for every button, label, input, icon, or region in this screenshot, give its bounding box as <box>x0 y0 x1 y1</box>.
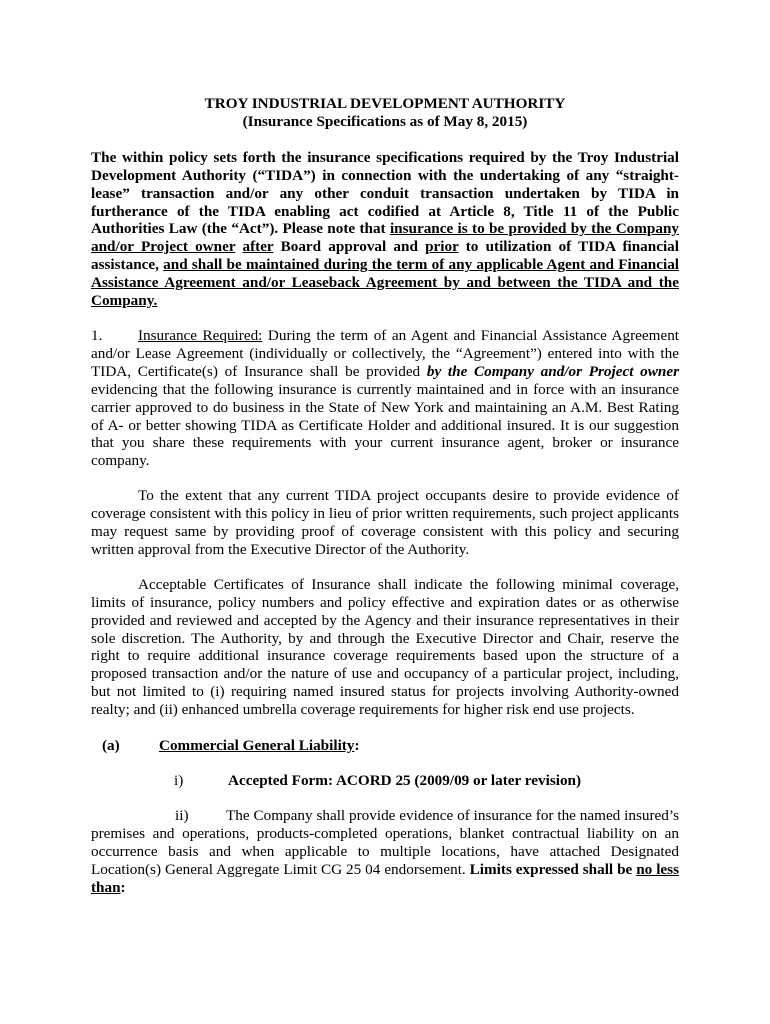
intro-text-3: Board approval and <box>273 238 426 256</box>
document-subtitle: (Insurance Specifications as of May 8, 2015) <box>242 112 528 130</box>
item-i-text: Accepted Form: ACORD 25 (2009/09 or later revision) <box>228 772 582 789</box>
item-ii-text: The Company shall provide evidence of insurance for the named insured’s premises and operations, products-completed operations, blanket contractual liability on an occurrence basis and when applicable to multiple locations, have attached Designated Location(s) General Aggregate Limit CG 25 04 endorsement. <box>91 806 679 878</box>
section-a-label: (a) <box>102 737 120 755</box>
section-1-number: 1. <box>91 326 103 344</box>
section-1-text-1: During the term of an Agent and Financial Assistance Agreement and/or Lease Agreement (individually or collectively, the “Agreement”) entered into with the TIDA, Certificate(s) of Insurance shall be provided <box>91 326 680 380</box>
section-1-paragraph <box>91 327 679 470</box>
item-ii-label: ii) <box>175 806 189 824</box>
item-ii-bold-text: Limits expressed shall be <box>469 860 637 878</box>
section-a-item-ii <box>91 807 679 897</box>
section-a-item-i <box>91 772 679 790</box>
item-i-label: i) <box>174 772 184 789</box>
intro-text-1: The within policy sets forth the insurance specifications required by the Troy Industrial Development Authority (“TIDA”) in connection with the undertaking of any “straight-lease” transaction and/or any other conduit transaction undertaken by TIDA in furtherance of the TIDA enabling act codified at Article 8, Title 11 of the Public Authorities Law (the “Act”). Please note that <box>91 148 679 238</box>
section-1-heading: Insurance Required: <box>138 326 263 344</box>
intro-underline-provided: insurance is to be provided by the Company and/or Project owner <box>91 220 679 256</box>
section-1-emphasis: by the Company and/or Project owner <box>426 362 679 380</box>
item-ii-no-less-than: no less than <box>91 860 679 896</box>
section-a-title: Commercial General Liability <box>159 737 355 755</box>
section-a-colon: : <box>354 737 360 755</box>
item-ii-colon: : <box>120 878 126 896</box>
intro-paragraph <box>91 149 679 310</box>
intro-underline-maintained: and shall be maintained during the term of any applicable Agent and Financial Assistance Agreement and/or Leaseback Agreement by and between the TIDA and the Company <box>91 256 680 310</box>
intro-underline-after: after <box>242 238 274 256</box>
paragraph-project-occupants: To the extent that any current TIDA project occupants desire to provide evidence of coverage consistent with this policy in lieu of prior written requirements, such project applicants may request same by providing proof of coverage consistent with this policy and securing written approval from the Executive Director of the Authority. <box>91 487 679 558</box>
paragraph-acceptable-certificates: Acceptable Certificates of Insurance shall indicate the following minimal coverage, limits of insurance, policy numbers and policy effective and expiration dates or as otherwise provided and reviewed and accepted by the Agency and their insurance representatives in their sole discretion. The Authority, by and through the Executive Director and Chair, reserve the right to require additional insurance coverage requirements based upon the structure of a proposed transaction and/or the nature of use and occupancy of a particular project, including, but not limited to (i) requiring named insured status for projects involving Authority-owned realty; and (ii) enhanced umbrella coverage requirements for higher risk end use projects. <box>91 575 679 719</box>
intro-end: . <box>153 292 158 310</box>
section-a-heading <box>91 737 679 755</box>
section-1-text-2: evidencing that the following insurance is currently maintained and in force with an insurance carrier approved to do business in the State of New York and maintaining an A.M. Best Rating of A- or better showing TIDA as Certificate Holder and additional insured. It is our suggestion that you share these requirements with your current insurance agent, broker or insurance company. <box>91 380 679 470</box>
document-page <box>91 95 679 896</box>
document-title: TROY INDUSTRIAL DEVELOPMENT AUTHORITY <box>204 95 566 112</box>
intro-underline-prior: prior <box>425 238 459 256</box>
intro-text-4: to utilization of TIDA financial assistance, <box>91 238 679 274</box>
